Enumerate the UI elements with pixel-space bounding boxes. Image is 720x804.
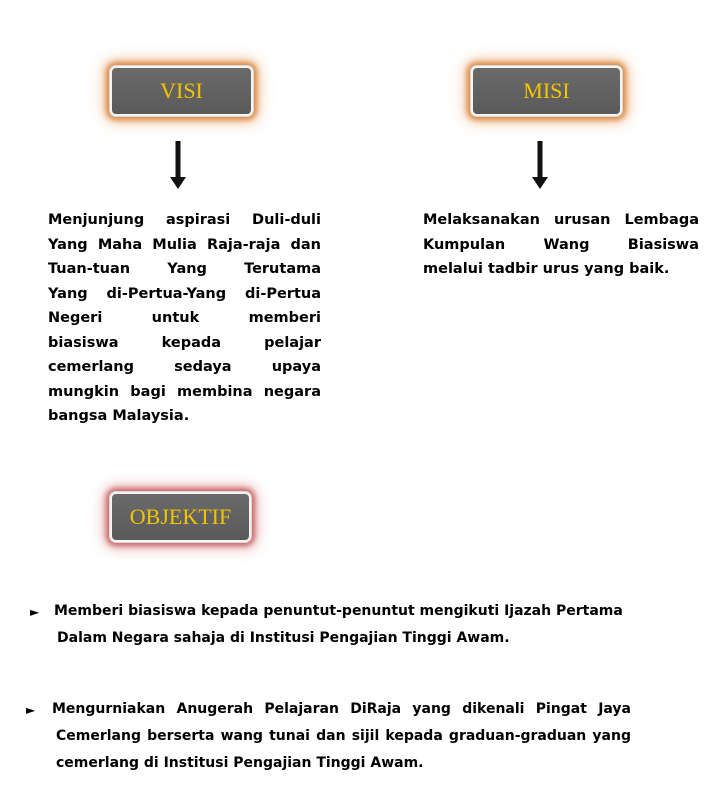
bullet-arrow-icon: ►: [30, 605, 40, 619]
visi-line: Menjunjung aspirasi Duli-duli: [48, 212, 321, 228]
objektif-heading-box: [110, 492, 251, 542]
misi-line: Kumpulan Wang Biasiswa: [423, 236, 699, 253]
bullet-arrow-icon: ►: [26, 703, 36, 717]
visi-line: Negeri untuk memberi: [48, 310, 321, 326]
visi-heading: VISI: [160, 78, 203, 103]
visi-line: Tuan-tuan Yang Terutama: [48, 261, 321, 277]
misi-heading: MISI: [523, 78, 570, 103]
objektif-item-line: Mengurniakan Anugerah Pelajaran DiRaja yang dikenali Pingat Jaya: [52, 701, 631, 717]
objektif-item-line: Cemerlang berserta wang tunai dan sijil kepada graduan-graduan yang: [56, 728, 631, 744]
objektif-item-line: cemerlang di Institusi Pengajian Tinggi Awam.: [56, 755, 424, 771]
arrow-down-icon: [168, 141, 188, 189]
visi-paragraph: [48, 208, 321, 429]
misi-heading-box: [471, 66, 622, 116]
objektif-item: [30, 598, 630, 652]
visi-line: Yang Maha Mulia Raja-raja dan: [48, 236, 321, 253]
objektif-item-line: Dalam Negara sahaja di Institusi Pengajian Tinggi Awam.: [57, 630, 510, 646]
misi-paragraph: [423, 208, 699, 282]
objektif-item-line: Memberi biasiswa kepada penuntut-penuntut mengikuti Ijazah Pertama: [54, 603, 623, 619]
visi-line: Yang di-Pertua-Yang di-Pertua: [48, 285, 321, 302]
visi-line: cemerlang sedaya upaya: [48, 359, 321, 375]
misi-line: Melaksanakan urusan Lembaga: [423, 212, 699, 228]
visi-line: biasiswa kepada pelajar: [48, 334, 321, 351]
visi-line: bangsa Malaysia.: [48, 408, 190, 424]
objektif-heading: OBJEKTIF: [129, 504, 232, 529]
visi-line: mungkin bagi membina negara: [48, 383, 321, 400]
visi-heading-box: [110, 66, 253, 116]
arrow-down-icon: [530, 141, 550, 189]
misi-line: melalui tadbir urus yang baik.: [423, 261, 670, 277]
objektif-item: [26, 696, 631, 777]
